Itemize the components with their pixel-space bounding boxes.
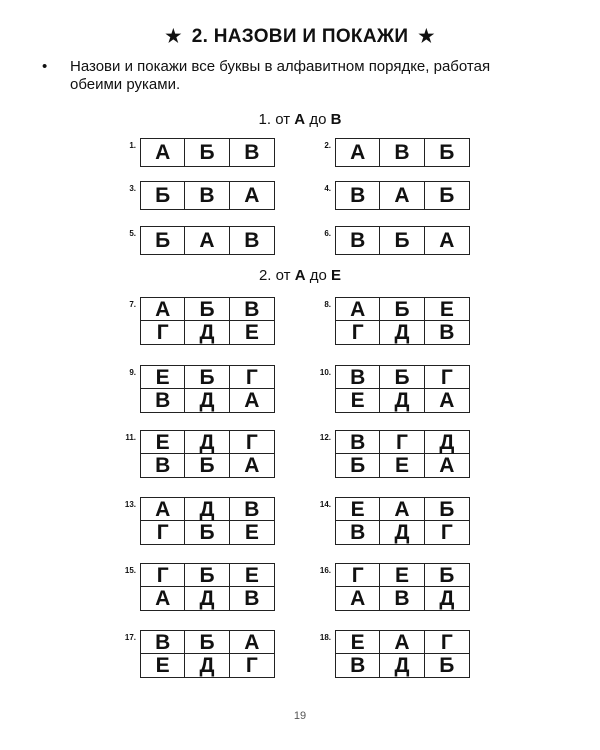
letter-cell: В bbox=[336, 521, 380, 544]
page-title bbox=[0, 26, 600, 48]
exercise-number: 5. bbox=[129, 229, 136, 238]
letter-cell: Д bbox=[380, 521, 424, 544]
letter-cell: Е bbox=[380, 564, 424, 587]
letter-cell: Б bbox=[380, 366, 424, 389]
letter-cell: Д bbox=[425, 431, 469, 454]
letter-cell: Е bbox=[230, 564, 274, 587]
letter-cell: Б bbox=[380, 298, 424, 321]
letter-cell: Е bbox=[141, 366, 185, 389]
letter-cell: Е bbox=[336, 631, 380, 654]
letter-cell: А bbox=[244, 184, 260, 207]
letter-cell: В bbox=[380, 139, 424, 166]
instruction bbox=[42, 58, 512, 94]
letter-cell: А bbox=[244, 454, 260, 477]
letter-cell: Б bbox=[336, 454, 380, 477]
letter-cell: В bbox=[141, 631, 185, 654]
letter-grid bbox=[140, 226, 275, 255]
letter-cell: Г bbox=[336, 564, 380, 587]
letter-grid bbox=[335, 297, 470, 345]
exercise-number: 4. bbox=[324, 184, 331, 193]
exercise-number: 11. bbox=[125, 433, 136, 442]
letter-cell: Г bbox=[425, 631, 469, 654]
letter-cell: Б bbox=[185, 454, 229, 477]
letter-cell: Г bbox=[141, 564, 185, 587]
letter-grid bbox=[335, 181, 470, 210]
letter-cell: Б bbox=[380, 227, 424, 254]
letter-cell: Г bbox=[425, 366, 469, 389]
letter-cell: Д bbox=[185, 587, 229, 610]
exercise-number: 12. bbox=[319, 433, 331, 442]
letter-grid bbox=[140, 181, 275, 210]
letter-cell: Д bbox=[380, 654, 424, 677]
letter-cell: Б bbox=[185, 631, 229, 654]
letter-grid bbox=[140, 630, 275, 678]
letter-cell: Б bbox=[425, 564, 469, 587]
letter-cell: А bbox=[439, 389, 455, 412]
letter-cell: Д bbox=[380, 389, 424, 412]
letter-cell: А bbox=[439, 229, 455, 252]
letter-grid bbox=[140, 430, 275, 478]
letter-cell: Д bbox=[185, 321, 229, 344]
letter-cell: Б bbox=[425, 498, 469, 521]
letter-grid bbox=[140, 365, 275, 413]
letter-cell: Д bbox=[380, 321, 424, 344]
letter-cell: В bbox=[141, 454, 185, 477]
letter-cell: Е bbox=[244, 521, 259, 544]
exercise-number: 7. bbox=[129, 300, 136, 309]
letter-cell: Е bbox=[336, 389, 380, 412]
letter-cell: В bbox=[380, 587, 424, 610]
letter-cell: А bbox=[230, 631, 274, 654]
exercise-number: 2. bbox=[324, 141, 331, 150]
letter-grid bbox=[140, 563, 275, 611]
letter-cell: В bbox=[244, 587, 260, 610]
letter-cell: Г bbox=[230, 366, 274, 389]
letter-cell: В bbox=[230, 298, 274, 321]
letter-grid bbox=[140, 297, 275, 345]
letter-cell: Д bbox=[185, 431, 229, 454]
letter-cell: Б bbox=[439, 141, 455, 164]
letter-cell: А bbox=[141, 498, 185, 521]
exercise-number: 15. bbox=[124, 566, 136, 575]
letter-cell: В bbox=[336, 366, 380, 389]
letter-cell: Г bbox=[230, 431, 274, 454]
letter-cell: А bbox=[141, 587, 185, 610]
letter-cell: А bbox=[141, 298, 185, 321]
letter-cell: А bbox=[380, 182, 424, 209]
letter-cell: А bbox=[380, 498, 424, 521]
letter-grid bbox=[335, 497, 470, 545]
letter-cell: Б bbox=[439, 654, 455, 677]
letter-grid bbox=[335, 226, 470, 255]
letter-cell: Б bbox=[141, 227, 185, 254]
letter-cell: Б bbox=[185, 521, 229, 544]
letter-cell: Д bbox=[185, 654, 229, 677]
letter-grid bbox=[335, 365, 470, 413]
letter-cell: В bbox=[336, 182, 380, 209]
letter-cell: Е bbox=[141, 654, 185, 677]
letter-cell: В bbox=[336, 227, 380, 254]
letter-grid bbox=[335, 430, 470, 478]
exercise-number: 16. bbox=[319, 566, 331, 575]
letter-cell: Г bbox=[245, 654, 258, 677]
letter-cell: Г bbox=[141, 521, 185, 544]
letter-cell: В bbox=[141, 389, 185, 412]
letter-cell: Б bbox=[185, 366, 229, 389]
letter-cell: В bbox=[185, 182, 229, 209]
exercise-number: 8. bbox=[324, 300, 331, 309]
exercise-number: 17. bbox=[124, 633, 136, 642]
letter-cell: А bbox=[336, 139, 380, 166]
letter-cell: Д bbox=[185, 498, 229, 521]
letter-cell: Е bbox=[425, 298, 469, 321]
letter-cell: А bbox=[244, 389, 260, 412]
letter-grid bbox=[335, 630, 470, 678]
letter-cell: А bbox=[380, 631, 424, 654]
exercise-number: 14. bbox=[319, 500, 331, 509]
letter-cell: Б bbox=[185, 564, 229, 587]
letter-cell: В bbox=[439, 321, 455, 344]
exercise-number: 9. bbox=[129, 368, 136, 377]
letter-cell: Б bbox=[439, 184, 455, 207]
star-icon: ★ bbox=[165, 26, 182, 46]
letter-grid bbox=[140, 138, 275, 167]
letter-cell: А bbox=[336, 587, 380, 610]
instruction-text: Назови и покажи все буквы в алфавитном порядке, работая обеими руками. bbox=[70, 58, 491, 93]
exercise-number: 18. bbox=[319, 633, 331, 642]
letter-cell: Д bbox=[439, 587, 455, 610]
letter-cell: Г bbox=[380, 431, 424, 454]
letter-cell: А bbox=[185, 227, 229, 254]
letter-cell: Б bbox=[141, 182, 185, 209]
letter-cell: Б bbox=[185, 139, 229, 166]
letter-cell: Б bbox=[185, 298, 229, 321]
exercise-number: 3. bbox=[129, 184, 136, 193]
letter-cell: В bbox=[244, 229, 260, 252]
letter-cell: Е bbox=[141, 431, 185, 454]
letter-cell: В bbox=[336, 431, 380, 454]
letter-cell: Е bbox=[336, 498, 380, 521]
letter-grid bbox=[140, 497, 275, 545]
letter-cell: А bbox=[336, 298, 380, 321]
exercise-number: 1. bbox=[129, 141, 136, 150]
letter-grid bbox=[335, 138, 470, 167]
section-heading-2: 2. от А до Е bbox=[258, 267, 342, 284]
bullet-icon: • bbox=[42, 58, 48, 75]
letter-cell: Д bbox=[185, 389, 229, 412]
letter-grid bbox=[335, 563, 470, 611]
letter-cell: Г bbox=[141, 321, 185, 344]
letter-cell: Г bbox=[336, 321, 380, 344]
page-number: 19 bbox=[293, 710, 307, 722]
exercise-number: 6. bbox=[324, 229, 331, 238]
star-icon: ★ bbox=[418, 26, 435, 46]
letter-cell: В bbox=[244, 141, 260, 164]
title-text: 2. НАЗОВИ И ПОКАЖИ bbox=[191, 26, 409, 47]
letter-cell: В bbox=[230, 498, 274, 521]
letter-cell: Е bbox=[380, 454, 424, 477]
section-heading-1: 1. от А до В bbox=[258, 111, 342, 128]
letter-cell: В bbox=[336, 654, 380, 677]
letter-cell: А bbox=[141, 139, 185, 166]
exercise-number: 13. bbox=[124, 500, 136, 509]
letter-cell: Е bbox=[244, 321, 259, 344]
exercise-number: 10. bbox=[319, 368, 331, 377]
letter-cell: Г bbox=[440, 521, 453, 544]
letter-cell: А bbox=[439, 454, 455, 477]
